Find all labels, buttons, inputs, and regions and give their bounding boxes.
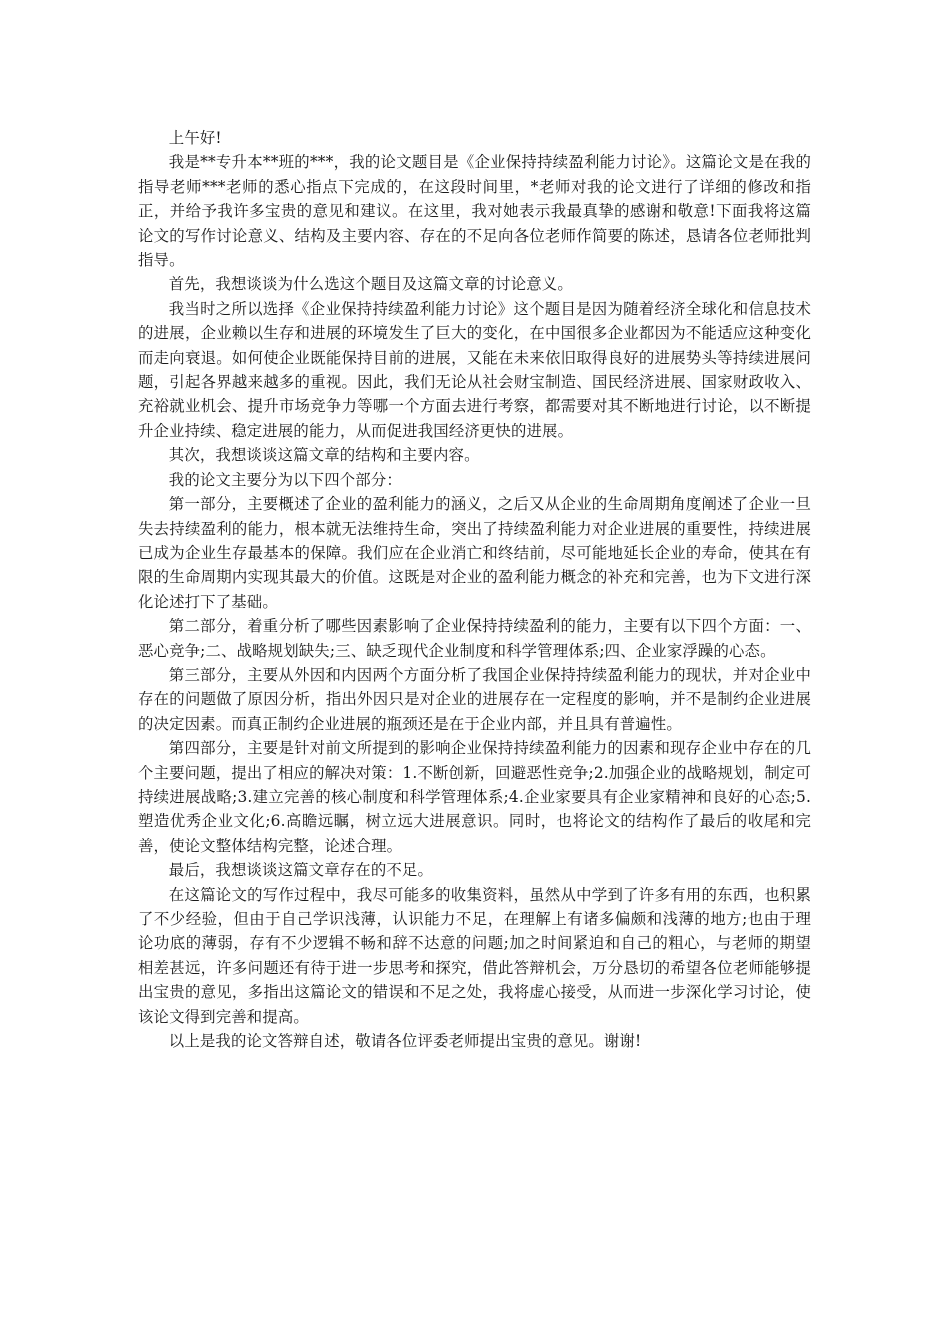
paragraph-part-four: 第四部分，主要是针对前文所提到的影响企业保持持续盈利能力的因素和现存企业中存在的几个主要问题，提出了相应的解决对策：1.不断创新，回避恶性竞争;2.加强企业的战略规划，制定可持续进展战略;3.建立完善的核心制度和科学管理体系;4.企业家要具有企业家精神和良好的心态;5.塑造优秀企业文化;6.高瞻远瞩，树立远大进展意识。同时，也将论文的结构作了最后的收尾和完善，使论文整体结构完整，论述合理。 bbox=[138, 739, 811, 855]
paragraph-greeting: 上午好! bbox=[168, 129, 222, 147]
document-body bbox=[138, 126, 811, 1053]
paragraph-part-three: 第三部分，主要从外因和内因两个方面分析了我国企业保持持续盈利能力的现状，并对企业中存在的问题做了原因分析，指出外因只是对企业的进展存在一定程度的影响，并不是制约企业进展的决定因素。而真正制约企业进展的瓶颈还是在于企业内部，并且具有普遍性。 bbox=[138, 665, 811, 733]
paragraph-part-one: 第一部分，主要概述了企业的盈利能力的涵义，之后又从企业的生命周期角度阐述了企业一旦失去持续盈利的能力，根本就无法维持生命，突出了持续盈利能力对企业进展的重要性，持续进展已成为企业生存最基本的保障。我们应在企业消亡和终结前，尽可能地延长企业的寿命，使其在有限的生命周期内实现其最大的价值。这既是对企业的盈利能力概念的补充和完善，也为下文进行深化论述打下了基础。 bbox=[138, 495, 811, 611]
paragraph-shortcomings-heading: 最后，我想谈谈这篇文章存在的不足。 bbox=[168, 861, 433, 880]
paragraph-closing: 以上是我的论文答辩自述，敬请各位评委老师提出宝贵的意见。谢谢! bbox=[168, 1032, 642, 1051]
paragraph-structure-intro: 我的论文主要分为以下四个部分： bbox=[168, 470, 402, 489]
paragraph-topic-heading: 首先，我想谈谈为什么选这个题目及这篇文章的讨论意义。 bbox=[168, 275, 573, 294]
paragraph-structure-heading: 其次，我想谈谈这篇文章的结构和主要内容。 bbox=[168, 446, 480, 465]
paragraph-topic-significance: 我当时之所以选择《企业保持持续盈利能力讨论》这个题目是因为随着经济全球化和信息技术的进展，企业赖以生存和进展的环境发生了巨大的变化，在中国很多企业都因为不能适应这种变化而走向衰退。如何使企业既能保持目前的进展，又能在未来依旧取得良好的进展势头等持续进展问题，引起各界越来越多的重视。因此，我们无论从社会财宝制造、国民经济进展、国家财政收入、充裕就业机会、提升市场竞争力等哪一个方面去进行考察，都需要对其不断地进行讨论，以不断提升企业持续、稳定进展的能力，从而促进我国经济更快的进展。 bbox=[138, 299, 811, 440]
paragraph-part-two: 第二部分，着重分析了哪些因素影响了企业保持持续盈利的能力，主要有以下四个方面：一、恶心竞争;二、战略规划缺失;三、缺乏现代企业制度和科学管理体系;四、企业家浮躁的心态。 bbox=[138, 617, 811, 660]
paragraph-introduction: 我是**专升本**班的***，我的论文题目是《企业保持持续盈利能力讨论》。这篇论文是在我的指导老师***老师的悉心指点下完成的，在这段时间里，*老师对我的论文进行了详细的修改和指正，并给予我许多宝贵的意见和建议。在这里，我对她表示我最真挚的感谢和敬意!下面我将这篇论文的写作讨论意义、结构及主要内容、存在的不足向各位老师作简要的陈述，恳请各位老师批判指导。 bbox=[138, 153, 811, 270]
paragraph-shortcomings: 在这篇论文的写作过程中，我尽可能多的收集资料，虽然从中学到了许多有用的东西，也积累了不少经验，但由于自己学识浅薄，认识能力不足，在理解上有诸多偏颇和浅薄的地方;也由于理论功底的薄弱，存有不少逻辑不畅和辞不达意的问题;加之时间紧迫和自己的粗心，与老师的期望相差甚远，许多问题还有待于进一步思考和探究，借此答辩机会，万分恳切的希望各位老师能够提出宝贵的意见，多指出这篇论文的错误和不足之处，我将虚心接受，从而进一步深化学习讨论，使该论文得到完善和提高。 bbox=[138, 885, 811, 1026]
